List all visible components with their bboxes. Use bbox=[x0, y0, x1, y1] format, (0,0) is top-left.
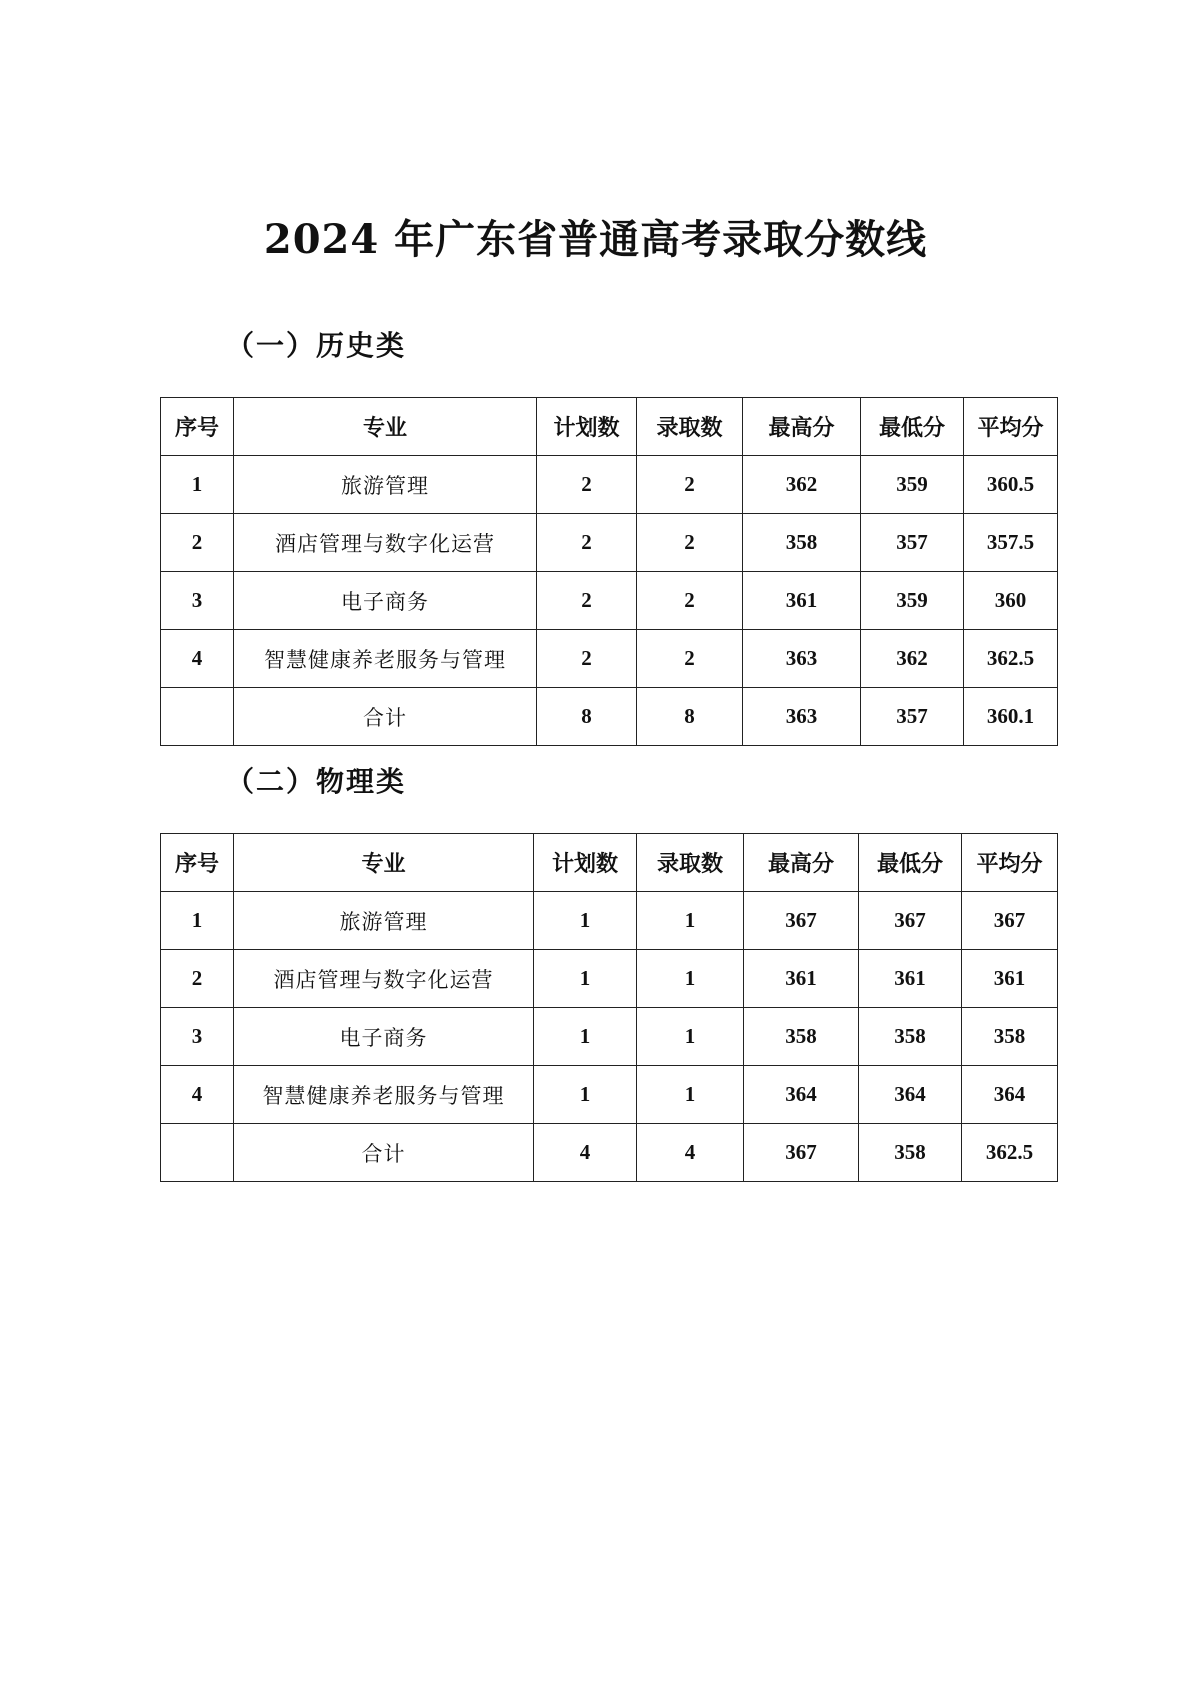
cell-max: 358 bbox=[744, 1008, 859, 1066]
cell-max: 361 bbox=[744, 950, 859, 1008]
cell-avg: 360 bbox=[964, 572, 1058, 630]
cell-plan: 8 bbox=[537, 688, 637, 746]
cell-admitted: 1 bbox=[637, 950, 744, 1008]
cell-no: 1 bbox=[161, 892, 234, 950]
cell-min: 358 bbox=[859, 1124, 962, 1182]
col-header-major: 专业 bbox=[234, 398, 537, 456]
cell-total-label: 合计 bbox=[234, 1124, 534, 1182]
cell-max: 367 bbox=[744, 1124, 859, 1182]
cell-min: 359 bbox=[861, 456, 964, 514]
cell-no: 3 bbox=[161, 572, 234, 630]
cell-major: 智慧健康养老服务与管理 bbox=[234, 630, 537, 688]
cell-plan: 2 bbox=[537, 514, 637, 572]
physics-score-table bbox=[160, 833, 1058, 1182]
cell-plan: 1 bbox=[534, 950, 637, 1008]
cell-admitted: 2 bbox=[637, 514, 743, 572]
cell-admitted: 2 bbox=[637, 630, 743, 688]
cell-no: 2 bbox=[161, 950, 234, 1008]
cell-major: 电子商务 bbox=[234, 1008, 534, 1066]
cell-no bbox=[161, 1124, 234, 1182]
cell-min: 367 bbox=[859, 892, 962, 950]
col-header-min: 最低分 bbox=[861, 398, 964, 456]
col-header-max: 最高分 bbox=[743, 398, 861, 456]
col-header-admitted: 录取数 bbox=[637, 398, 743, 456]
cell-min: 358 bbox=[859, 1008, 962, 1066]
table-row bbox=[161, 950, 1058, 1008]
section-heading-history: （一）历史类 bbox=[226, 329, 407, 362]
total-row bbox=[161, 688, 1058, 746]
cell-avg: 361 bbox=[962, 950, 1058, 1008]
table-row bbox=[161, 630, 1058, 688]
cell-avg: 357.5 bbox=[964, 514, 1058, 572]
cell-plan: 1 bbox=[534, 892, 637, 950]
table-row bbox=[161, 514, 1058, 572]
cell-total-label: 合计 bbox=[234, 688, 537, 746]
cell-max: 367 bbox=[744, 892, 859, 950]
table-row bbox=[161, 456, 1058, 514]
cell-min: 364 bbox=[859, 1066, 962, 1124]
cell-avg: 362.5 bbox=[962, 1124, 1058, 1182]
cell-plan: 2 bbox=[537, 630, 637, 688]
cell-admitted: 1 bbox=[637, 1066, 744, 1124]
table-row bbox=[161, 1008, 1058, 1066]
cell-no: 4 bbox=[161, 630, 234, 688]
cell-avg: 362.5 bbox=[964, 630, 1058, 688]
cell-admitted: 4 bbox=[637, 1124, 744, 1182]
cell-admitted: 1 bbox=[637, 1008, 744, 1066]
col-header-max: 最高分 bbox=[744, 834, 859, 892]
cell-min: 362 bbox=[861, 630, 964, 688]
col-header-admitted: 录取数 bbox=[637, 834, 744, 892]
col-header-plan: 计划数 bbox=[534, 834, 637, 892]
cell-major: 电子商务 bbox=[234, 572, 537, 630]
table-row bbox=[161, 1066, 1058, 1124]
cell-plan: 2 bbox=[537, 456, 637, 514]
table-row bbox=[161, 572, 1058, 630]
cell-min: 357 bbox=[861, 514, 964, 572]
document-title: 2024 年广东省普通高考录取分数线 bbox=[263, 216, 928, 263]
cell-major: 旅游管理 bbox=[234, 456, 537, 514]
table-row bbox=[161, 892, 1058, 950]
col-header-no: 序号 bbox=[161, 398, 234, 456]
cell-no: 1 bbox=[161, 456, 234, 514]
cell-max: 362 bbox=[743, 456, 861, 514]
cell-avg: 367 bbox=[962, 892, 1058, 950]
cell-no: 2 bbox=[161, 514, 234, 572]
cell-plan: 2 bbox=[537, 572, 637, 630]
cell-no: 4 bbox=[161, 1066, 234, 1124]
cell-avg: 364 bbox=[962, 1066, 1058, 1124]
cell-min: 357 bbox=[861, 688, 964, 746]
cell-major: 酒店管理与数字化运营 bbox=[234, 514, 537, 572]
cell-max: 363 bbox=[743, 688, 861, 746]
cell-major: 旅游管理 bbox=[234, 892, 534, 950]
cell-plan: 1 bbox=[534, 1066, 637, 1124]
col-header-major: 专业 bbox=[234, 834, 534, 892]
cell-plan: 4 bbox=[534, 1124, 637, 1182]
col-header-min: 最低分 bbox=[859, 834, 962, 892]
history-score-table bbox=[160, 397, 1058, 746]
cell-max: 363 bbox=[743, 630, 861, 688]
cell-admitted: 2 bbox=[637, 572, 743, 630]
cell-max: 361 bbox=[743, 572, 861, 630]
table-header-row bbox=[161, 398, 1058, 456]
cell-avg: 360.1 bbox=[964, 688, 1058, 746]
col-header-avg: 平均分 bbox=[964, 398, 1058, 456]
cell-no bbox=[161, 688, 234, 746]
table-header-row bbox=[161, 834, 1058, 892]
section-heading-physics: （二）物理类 bbox=[226, 765, 407, 798]
cell-avg: 360.5 bbox=[964, 456, 1058, 514]
cell-avg: 358 bbox=[962, 1008, 1058, 1066]
cell-min: 359 bbox=[861, 572, 964, 630]
cell-admitted: 2 bbox=[637, 456, 743, 514]
cell-admitted: 1 bbox=[637, 892, 744, 950]
cell-max: 358 bbox=[743, 514, 861, 572]
total-row bbox=[161, 1124, 1058, 1182]
cell-admitted: 8 bbox=[637, 688, 743, 746]
cell-major: 酒店管理与数字化运营 bbox=[234, 950, 534, 1008]
cell-no: 3 bbox=[161, 1008, 234, 1066]
col-header-avg: 平均分 bbox=[962, 834, 1058, 892]
cell-plan: 1 bbox=[534, 1008, 637, 1066]
cell-major: 智慧健康养老服务与管理 bbox=[234, 1066, 534, 1124]
cell-max: 364 bbox=[744, 1066, 859, 1124]
col-header-no: 序号 bbox=[161, 834, 234, 892]
cell-min: 361 bbox=[859, 950, 962, 1008]
col-header-plan: 计划数 bbox=[537, 398, 637, 456]
